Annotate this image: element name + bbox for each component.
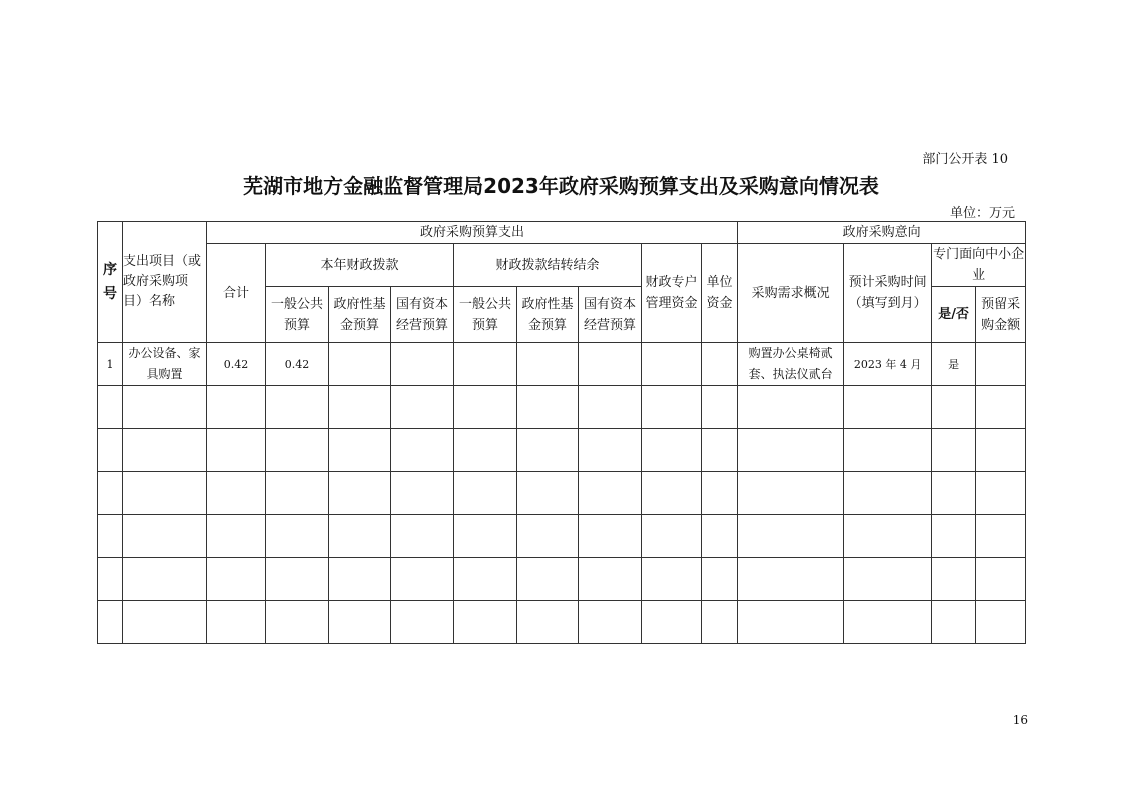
header-state-capital-2: 国有资本经营预算: [579, 287, 642, 343]
table-row: [98, 429, 1026, 472]
page-title: 芜湖市地方金融监督管理局2023年政府采购预算支出及采购意向情况表: [243, 174, 879, 198]
cell-yes-no: 是: [932, 343, 976, 386]
table-row: [98, 515, 1026, 558]
header-state-capital-1: 国有资本经营预算: [391, 287, 454, 343]
cell-item: 办公设备、家具购置: [123, 343, 207, 386]
cell-unit-funds: [702, 343, 738, 386]
header-seq: 序号: [98, 222, 123, 343]
header-carryover: 财政拨款结转结余: [454, 244, 642, 287]
cell-gov-fund-1: [329, 343, 391, 386]
table-row: [98, 343, 1026, 386]
header-total: 合计: [207, 244, 266, 343]
cell-fiscal-special: [642, 343, 702, 386]
cell-gov-fund-2: [517, 343, 579, 386]
procurement-table: [97, 221, 1026, 644]
cell-total: 0.42: [207, 343, 266, 386]
table-row: [98, 601, 1026, 644]
cell-state-capital-1: [391, 343, 454, 386]
cell-demand: 购置办公桌椅贰套、执法仪贰台: [738, 343, 844, 386]
header-time: 预计采购时间（填写到月）: [844, 244, 932, 343]
header-budget-group: 政府采购预算支出: [207, 222, 738, 244]
header-demand: 采购需求概况: [738, 244, 844, 343]
cell-seq: 1: [98, 343, 123, 386]
header-intent-group: 政府采购意向: [738, 222, 1026, 244]
cell-time: 2023 年 4 月: [844, 343, 932, 386]
table-row: [98, 386, 1026, 429]
header-general-public-1: 一般公共预算: [266, 287, 329, 343]
cell-general-public-2: [454, 343, 517, 386]
cell-reserved: [976, 343, 1026, 386]
header-reserved: 预留采购金额: [976, 287, 1026, 343]
header-gov-fund-1: 政府性基金预算: [329, 287, 391, 343]
header-item: 支出项目（或政府采购项目）名称: [123, 222, 207, 343]
table-row: [98, 472, 1026, 515]
unit-label: 单位：万元: [949, 206, 1015, 221]
cell-general-public-1: 0.42: [266, 343, 329, 386]
table-number: 部门公开表 10: [922, 152, 1008, 167]
cell-state-capital-2: [579, 343, 642, 386]
header-yes-no: 是/否: [932, 287, 976, 343]
header-fiscal-special: 财政专户管理资金: [642, 244, 702, 343]
page-number: 16: [1012, 713, 1028, 727]
header-gov-fund-2: 政府性基金预算: [517, 287, 579, 343]
header-general-public-2: 一般公共预算: [454, 287, 517, 343]
header-unit-funds: 单位资金: [702, 244, 738, 343]
table-row: [98, 558, 1026, 601]
header-sme: 专门面向中小企业: [932, 244, 1026, 287]
header-current-year: 本年财政拨款: [266, 244, 454, 287]
